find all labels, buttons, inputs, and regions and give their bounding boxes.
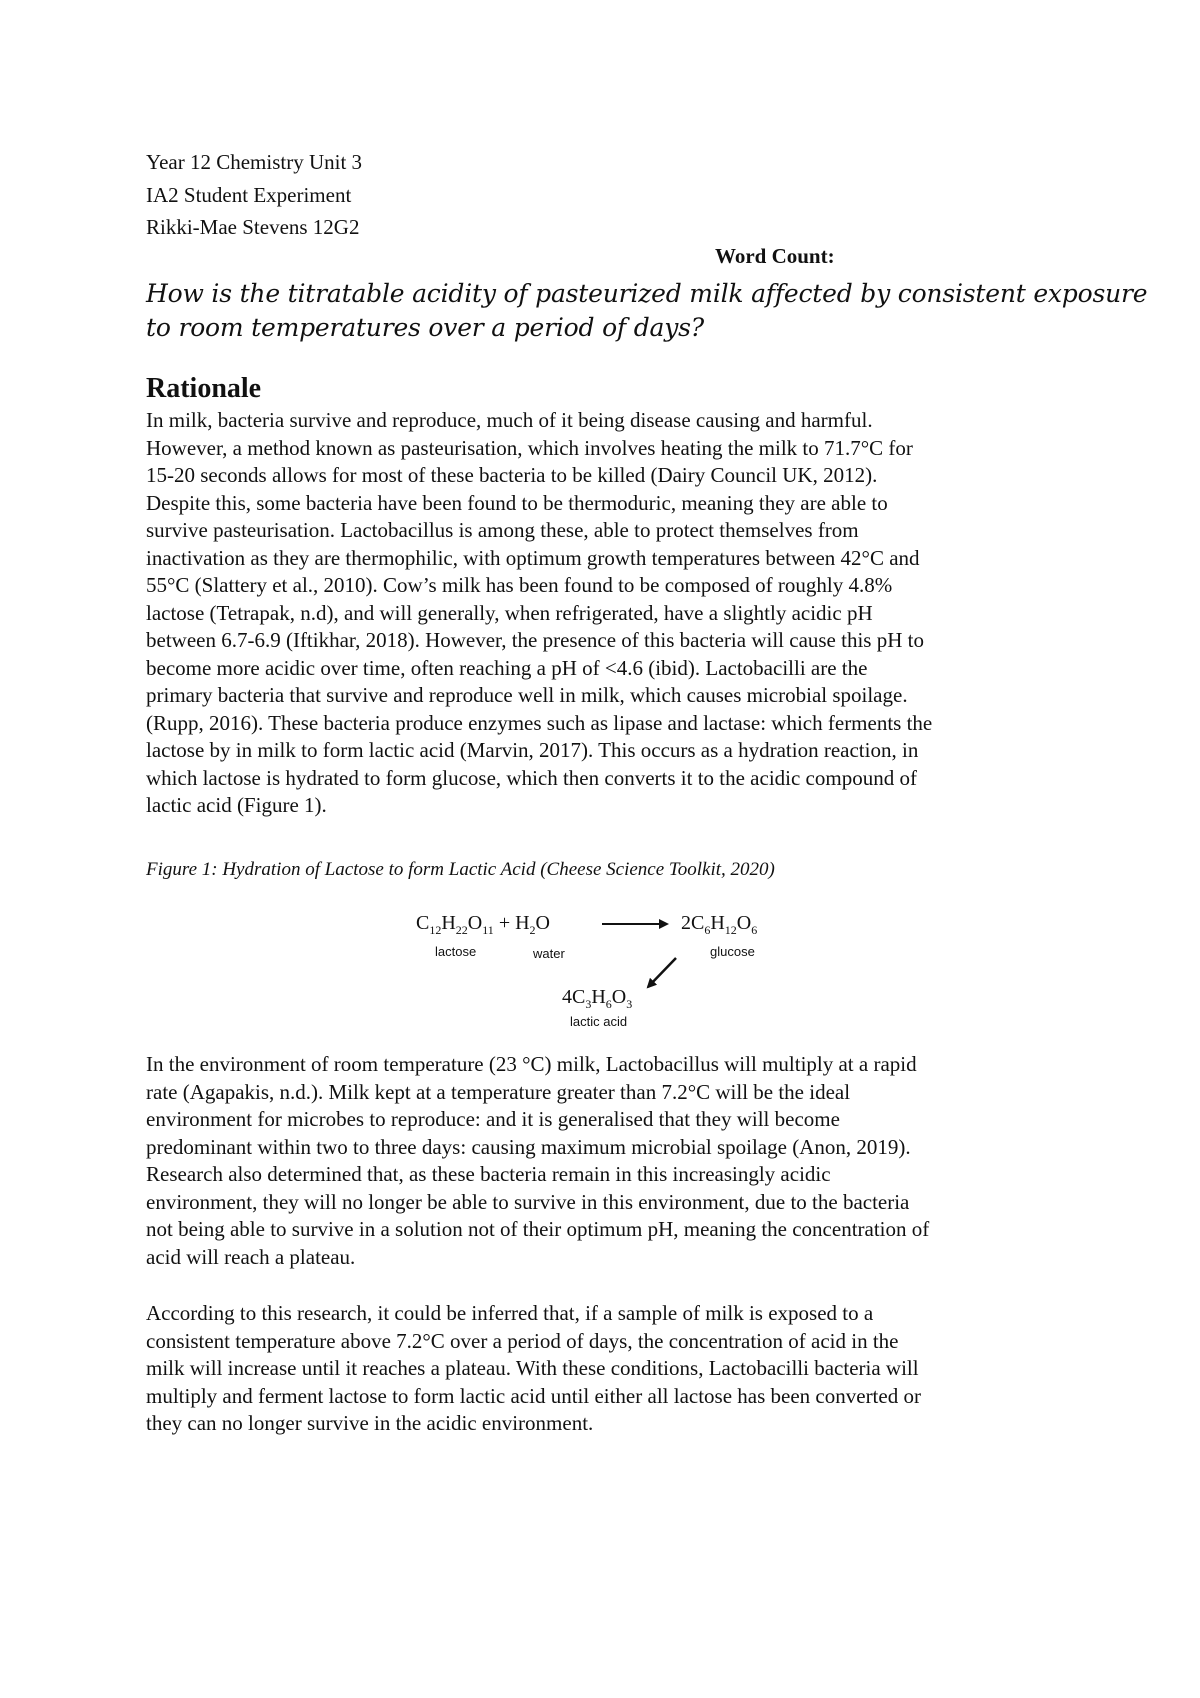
figure-caption: Figure 1: Hydration of Lactose to form Lactic Acid (Cheese Science Toolkit, 2020) <box>146 859 775 880</box>
assessment-line: IA2 Student Experiment <box>146 183 352 207</box>
water-label: water <box>533 946 565 961</box>
text-line: acid will reach a plateau. <box>146 1244 356 1269</box>
text-line: multiply and ferment lactose to form lactic acid until either all lactose has been converted or <box>146 1383 921 1408</box>
reaction-equation-figure <box>380 900 860 1030</box>
text-line: primary bacteria that survive and reproduce well in milk, which causes microbial spoilage. <box>146 683 908 707</box>
text-line: (Rupp, 2016). These bacteria produce enzymes such as lipase and lactase: which ferments the <box>146 710 933 735</box>
research-question-line: How is the titratable acidity of pasteurized milk affected by consistent exposure <box>146 279 1148 308</box>
text-line: In milk, bacteria survive and reproduce, much of it being disease causing and harmful. <box>146 408 873 432</box>
text-line: lactose (Tetrapak, n.d), and will generally, when refrigerated, have a slightly acidic pH <box>146 600 873 625</box>
text-line: milk will increase until it reaches a plateau. With these conditions, Lactobacilli bacteria will <box>146 1356 919 1380</box>
text-line: which lactose is hydrated to form glucose, which then converts it to the acidic compound of <box>146 765 917 790</box>
text-line: In the environment of room temperature (23 °C) milk, Lactobacillus will multiply at a rapid <box>146 1052 917 1076</box>
lactose-water-formula: $C_{12}H_{22}O_{11} + H_2O$ <box>416 912 550 937</box>
text-line: inactivation as they are thermophilic, with optimum growth temperatures between 42°C and <box>146 545 920 570</box>
text-line: rate (Agapakis, n.d.). Milk kept at a temperature greater than 7.2°C will be the ideal <box>146 1079 851 1104</box>
glucose-formula: $2C_6H_{12}O_6$ <box>681 912 758 937</box>
text-line: lactose by in milk to form lactic acid (Marvin, 2017). This occurs as a hydration reaction, in <box>146 738 919 762</box>
text-line: environment, they will no longer be able to survive in this environment, due to the bacteria <box>146 1189 910 1214</box>
conversion-arrow <box>648 958 676 987</box>
text-line: they can no longer survive in the acidic environment. <box>146 1411 594 1435</box>
text-line: 15-20 seconds allows for most of these bacteria to be killed (Dairy Council UK, 2012). <box>146 463 878 487</box>
text-line: Research also determined that, as these bacteria remain in this increasingly acidic <box>146 1162 831 1186</box>
paragraph-1 <box>146 407 932 820</box>
lactic-acid-label: lactic acid <box>570 1014 628 1029</box>
lactose-label: lactose <box>435 944 477 959</box>
text-line: between 6.7-6.9 (Iftikhar, 2018). However, the presence of this bacteria will cause this pH to <box>146 628 924 652</box>
paragraph-2 <box>146 1051 929 1271</box>
text-line: survive pasteurisation. Lactobacillus is among these, able to protect themselves from <box>146 518 859 542</box>
text-line: Despite this, some bacteria have been found to be thermoduric, meaning they are able to <box>146 490 888 515</box>
text-line: predominant within two to three days: causing maximum microbial spoilage (Anon, 2019). <box>146 1134 911 1159</box>
course-line: Year 12 Chemistry Unit 3 <box>146 150 363 174</box>
text-line: consistent temperature above 7.2°C over a period of days, the concentration of acid in the <box>146 1328 899 1353</box>
glucose-label: glucose <box>710 944 755 959</box>
section-heading-rationale: Rationale <box>146 373 262 404</box>
research-question <box>146 277 1148 345</box>
text-line: lactic acid (Figure 1). <box>146 793 327 817</box>
paragraph-3 <box>146 1300 921 1438</box>
lactic-acid-formula: $4C_3H_6O_3$ <box>562 986 633 1011</box>
text-line: not being able to survive in a solution not of their optimum pH, meaning the concentration of <box>146 1217 930 1241</box>
student-line: Rikki-Mae Stevens 12G2 <box>146 215 360 239</box>
text-line: 55°C (Slattery et al., 2010). Cow’s milk has been found to be composed of roughly 4.8% <box>146 573 893 597</box>
text-line: become more acidic over time, often reaching a pH of <4.6 (ibid). Lactobacilli are the <box>146 655 868 680</box>
word-count-label: Word Count: <box>715 244 835 268</box>
text-line: However, a method known as pasteurisation, which involves heating the milk to 71.7°C for <box>146 435 913 460</box>
text-line: environment for microbes to reproduce: and it is generalised that they will become <box>146 1107 840 1131</box>
text-line: According to this research, it could be inferred that, if a sample of milk is exposed to a <box>146 1301 874 1325</box>
research-question-line: to room temperatures over a period of days? <box>146 313 705 342</box>
